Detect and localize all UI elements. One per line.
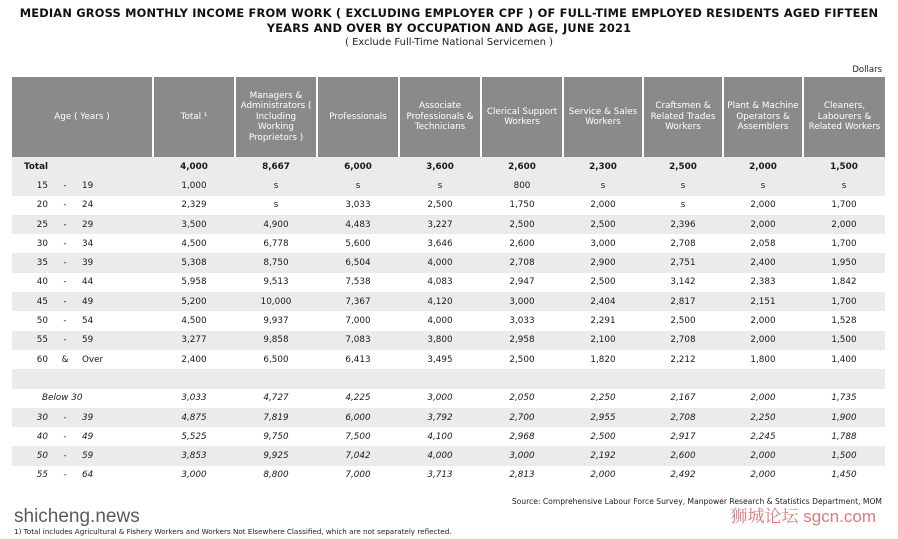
age-part: - bbox=[63, 180, 67, 191]
table-cell: 4,500 bbox=[153, 311, 235, 330]
table-cell: 2,000 bbox=[723, 389, 803, 408]
age-part: 49 bbox=[82, 296, 94, 307]
table-cell: 2,968 bbox=[481, 427, 563, 446]
table-cell: 4,225 bbox=[317, 389, 399, 408]
age-part: 34 bbox=[82, 238, 94, 249]
age-cell bbox=[12, 215, 153, 234]
age-part: - bbox=[63, 335, 67, 346]
table-cell: 3,033 bbox=[481, 311, 563, 330]
table-cell: 2,000 bbox=[723, 311, 803, 330]
table-cell: 1,700 bbox=[803, 234, 885, 253]
table-cell: 3,792 bbox=[399, 408, 481, 427]
table-row-total bbox=[12, 157, 885, 176]
table-cell: 2,100 bbox=[563, 331, 643, 350]
table-cell: 2,817 bbox=[643, 292, 723, 311]
table-cell: 1,700 bbox=[803, 292, 885, 311]
age-part: - bbox=[63, 238, 67, 249]
age-cell bbox=[12, 292, 153, 311]
age-cell bbox=[12, 466, 153, 485]
table-row bbox=[12, 331, 885, 350]
table-cell: 3,000 bbox=[153, 466, 235, 485]
table-subtitle: ( Exclude Full-Time National Servicemen ) bbox=[345, 37, 553, 48]
table-cell: 9,925 bbox=[235, 446, 317, 465]
table-row bbox=[12, 196, 885, 215]
table-cell: 4,100 bbox=[399, 427, 481, 446]
table-cell: 1,735 bbox=[803, 389, 885, 408]
age-part: - bbox=[63, 451, 67, 462]
table-cell: 2,000 bbox=[803, 215, 885, 234]
table-cell: 7,042 bbox=[317, 446, 399, 465]
table-cell: 6,000 bbox=[317, 408, 399, 427]
age-part: 24 bbox=[82, 200, 94, 211]
table-row bbox=[12, 292, 885, 311]
age-cell bbox=[12, 273, 153, 292]
table-cell: 3,000 bbox=[399, 389, 481, 408]
age-part: 19 bbox=[82, 180, 94, 191]
table-cell: 2,917 bbox=[643, 427, 723, 446]
age-part: 50 bbox=[36, 451, 48, 462]
table-cell: 3,277 bbox=[153, 331, 235, 350]
column-header: Plant & Machine Operators & Assemblers bbox=[723, 77, 803, 157]
table-cell: 4,000 bbox=[399, 446, 481, 465]
table-cell: 2,000 bbox=[723, 331, 803, 350]
column-header: Clerical Support Workers bbox=[481, 77, 563, 157]
table-cell: 4,500 bbox=[153, 234, 235, 253]
table-row bbox=[12, 311, 885, 330]
age-part: 55 bbox=[36, 470, 48, 481]
table-cell: 6,778 bbox=[235, 234, 317, 253]
watermark-right: 狮城论坛 sgcn.com bbox=[730, 507, 876, 526]
table-cell: s bbox=[643, 196, 723, 215]
table-cell: 800 bbox=[481, 176, 563, 195]
table-cell: 3,500 bbox=[153, 215, 235, 234]
table-cell: 2,500 bbox=[563, 215, 643, 234]
table-row-grouped bbox=[12, 466, 885, 485]
table-cell: 2,900 bbox=[563, 253, 643, 272]
table-cell: 2,492 bbox=[643, 466, 723, 485]
age-cell bbox=[12, 350, 153, 369]
table-title-line-1: MEDIAN GROSS MONTHLY INCOME FROM WORK ( EXCLUDING EMPLOYER CPF ) OF FULL-TIME EMPLOYED RESIDENTS AGED FIFTEEN bbox=[19, 6, 879, 20]
table-cell: 2,500 bbox=[643, 157, 723, 176]
table-cell: 4,000 bbox=[399, 253, 481, 272]
table-cell: 1,750 bbox=[481, 196, 563, 215]
spacer-cell bbox=[399, 369, 481, 388]
table-cell: 7,500 bbox=[317, 427, 399, 446]
table-row bbox=[12, 215, 885, 234]
age-part: 25 bbox=[36, 219, 48, 230]
table-cell: 2,708 bbox=[481, 253, 563, 272]
table-cell: s bbox=[399, 176, 481, 195]
table-cell: 1,842 bbox=[803, 273, 885, 292]
column-header: Managers & Administrators ( Including Working Proprietors ) bbox=[235, 77, 317, 157]
age-part: 30 bbox=[36, 238, 48, 249]
title-block bbox=[0, 6, 898, 49]
unit-label: Dollars bbox=[852, 65, 882, 75]
table-cell: 2,708 bbox=[643, 331, 723, 350]
spacer-cell bbox=[153, 369, 235, 388]
table-cell: 7,819 bbox=[235, 408, 317, 427]
column-header: Service & Sales Workers bbox=[563, 77, 643, 157]
table-cell: 2,192 bbox=[563, 446, 643, 465]
age-part: - bbox=[63, 200, 67, 211]
column-header: Cleaners, Labourers & Related Workers bbox=[803, 77, 885, 157]
table-cell: 1,400 bbox=[803, 350, 885, 369]
table-cell: 2,212 bbox=[643, 350, 723, 369]
table-cell: 2,245 bbox=[723, 427, 803, 446]
age-cell bbox=[12, 311, 153, 330]
table-cell: 3,646 bbox=[399, 234, 481, 253]
table-row bbox=[12, 350, 885, 369]
table-cell: 4,727 bbox=[235, 389, 317, 408]
table-cell: 2,500 bbox=[643, 311, 723, 330]
table-cell: 1,820 bbox=[563, 350, 643, 369]
age-part: 39 bbox=[82, 258, 94, 269]
age-part: - bbox=[63, 258, 67, 269]
table-cell: 2,383 bbox=[723, 273, 803, 292]
table-cell: 3,800 bbox=[399, 331, 481, 350]
table-cell: 2,000 bbox=[723, 466, 803, 485]
table-cell: s bbox=[803, 176, 885, 195]
table-cell: 2,000 bbox=[723, 215, 803, 234]
age-part: 44 bbox=[82, 277, 94, 288]
age-part: - bbox=[63, 412, 67, 423]
table-cell: 4,900 bbox=[235, 215, 317, 234]
table-cell: 1,500 bbox=[803, 157, 885, 176]
table-cell: 5,200 bbox=[153, 292, 235, 311]
table-cell: 3,853 bbox=[153, 446, 235, 465]
age-part: Over bbox=[82, 354, 104, 365]
table-cell: 2,000 bbox=[563, 466, 643, 485]
table-cell: 2,000 bbox=[723, 157, 803, 176]
table-cell: 2,500 bbox=[481, 350, 563, 369]
table-cell: 2,291 bbox=[563, 311, 643, 330]
table-cell: 2,400 bbox=[153, 350, 235, 369]
age-part: 30 bbox=[36, 412, 48, 423]
table-cell: 6,413 bbox=[317, 350, 399, 369]
table-row-grouped bbox=[12, 446, 885, 465]
table-cell: 2,813 bbox=[481, 466, 563, 485]
table-cell: 3,495 bbox=[399, 350, 481, 369]
table-cell: 3,142 bbox=[643, 273, 723, 292]
table-cell: 6,500 bbox=[235, 350, 317, 369]
table-cell: 1,500 bbox=[803, 446, 885, 465]
table-cell: 3,000 bbox=[481, 446, 563, 465]
table-cell: 1,800 bbox=[723, 350, 803, 369]
column-header: Total ¹ bbox=[153, 77, 235, 157]
table-row-grouped bbox=[12, 408, 885, 427]
footnote: 1) Total includes Agricultural & Fishery Workers and Workers Not Elsewhere Classified, which are not separately reflected. bbox=[14, 527, 452, 536]
age-part: & bbox=[61, 354, 69, 365]
table-cell: 9,858 bbox=[235, 331, 317, 350]
table-cell: 2,958 bbox=[481, 331, 563, 350]
table-cell: 6,000 bbox=[317, 157, 399, 176]
table-cell: 3,227 bbox=[399, 215, 481, 234]
table-cell: 1,000 bbox=[153, 176, 235, 195]
age-cell bbox=[12, 196, 153, 215]
table-cell: 5,958 bbox=[153, 273, 235, 292]
age-part: - bbox=[63, 470, 67, 481]
table-cell: 2,250 bbox=[563, 389, 643, 408]
age-part: 64 bbox=[82, 470, 94, 481]
spacer-cell bbox=[481, 369, 563, 388]
age-part: 29 bbox=[82, 219, 94, 230]
table-cell: 2,600 bbox=[643, 446, 723, 465]
age-part: 59 bbox=[82, 451, 94, 462]
table-cell: 2,500 bbox=[563, 427, 643, 446]
table-cell: 2,404 bbox=[563, 292, 643, 311]
spacer-cell bbox=[563, 369, 643, 388]
table-cell: 2,050 bbox=[481, 389, 563, 408]
table-cell: 2,000 bbox=[723, 446, 803, 465]
table-cell: s bbox=[643, 176, 723, 195]
age-part: 35 bbox=[36, 258, 48, 269]
table-cell: 3,000 bbox=[563, 234, 643, 253]
age-part: 39 bbox=[82, 412, 94, 423]
table-cell: 3,713 bbox=[399, 466, 481, 485]
age-cell bbox=[12, 331, 153, 350]
age-part: - bbox=[63, 277, 67, 288]
table-cell: 2,329 bbox=[153, 196, 235, 215]
table-row bbox=[12, 176, 885, 195]
age-part: 55 bbox=[36, 335, 48, 346]
table-row-grouped bbox=[12, 389, 885, 408]
table-row bbox=[12, 273, 885, 292]
table-title-line-2: YEARS AND OVER BY OCCUPATION AND AGE, JUNE 2021 bbox=[266, 21, 632, 35]
table-cell: 7,083 bbox=[317, 331, 399, 350]
age-part: - bbox=[63, 219, 67, 230]
age-part: 40 bbox=[36, 431, 48, 442]
age-cell bbox=[12, 446, 153, 465]
age-cell bbox=[12, 427, 153, 446]
table-cell: 1,950 bbox=[803, 253, 885, 272]
age-part: 60 bbox=[36, 354, 48, 365]
spacer-cell bbox=[643, 369, 723, 388]
age-part: 20 bbox=[36, 200, 48, 211]
table-cell: 1,528 bbox=[803, 311, 885, 330]
table-cell: 2,751 bbox=[643, 253, 723, 272]
table-cell: 7,000 bbox=[317, 311, 399, 330]
table-cell: 9,937 bbox=[235, 311, 317, 330]
table-cell: 4,120 bbox=[399, 292, 481, 311]
table-cell: 2,708 bbox=[643, 234, 723, 253]
table-cell: 3,000 bbox=[481, 292, 563, 311]
table-cell: 2,700 bbox=[481, 408, 563, 427]
table-cell: 2,300 bbox=[563, 157, 643, 176]
column-header: Age ( Years ) bbox=[12, 77, 153, 157]
age-part: 50 bbox=[36, 316, 48, 327]
table-cell: 5,525 bbox=[153, 427, 235, 446]
age-cell: Below 30 bbox=[12, 389, 153, 408]
table-cell: 2,151 bbox=[723, 292, 803, 311]
table-cell: 2,955 bbox=[563, 408, 643, 427]
table-row-grouped bbox=[12, 427, 885, 446]
column-header: Associate Professionals & Technicians bbox=[399, 77, 481, 157]
age-part: - bbox=[63, 296, 67, 307]
table-cell: 9,513 bbox=[235, 273, 317, 292]
table-cell: 8,800 bbox=[235, 466, 317, 485]
table-cell: 7,538 bbox=[317, 273, 399, 292]
table-cell: 6,504 bbox=[317, 253, 399, 272]
income-table bbox=[12, 77, 885, 485]
spacer-cell bbox=[317, 369, 399, 388]
spacer-row bbox=[12, 369, 885, 388]
spacer-cell bbox=[803, 369, 885, 388]
source-note: Source: Comprehensive Labour Force Survey, Manpower Research & Statistics Department, MOM bbox=[511, 497, 882, 506]
age-part: - bbox=[63, 316, 67, 327]
age-part: 59 bbox=[82, 335, 94, 346]
table-cell: 1,900 bbox=[803, 408, 885, 427]
table-cell: 1,450 bbox=[803, 466, 885, 485]
age-part: 54 bbox=[82, 316, 94, 327]
spacer-cell bbox=[723, 369, 803, 388]
table-cell: 4,483 bbox=[317, 215, 399, 234]
table-cell: 2,600 bbox=[481, 234, 563, 253]
table-cell: 2,000 bbox=[723, 196, 803, 215]
table-cell: 5,308 bbox=[153, 253, 235, 272]
table-cell: 4,875 bbox=[153, 408, 235, 427]
age-part: - bbox=[63, 431, 67, 442]
age-part: 49 bbox=[82, 431, 94, 442]
table-body bbox=[12, 157, 885, 485]
table-cell: s bbox=[317, 176, 399, 195]
table-cell: s bbox=[235, 176, 317, 195]
watermark-left: shicheng.news bbox=[14, 506, 140, 527]
table-cell: 1,500 bbox=[803, 331, 885, 350]
table-cell: 1,788 bbox=[803, 427, 885, 446]
table-row bbox=[12, 234, 885, 253]
table-cell: 3,033 bbox=[153, 389, 235, 408]
table-cell: 2,708 bbox=[643, 408, 723, 427]
table-cell: 2,600 bbox=[481, 157, 563, 176]
table-cell: 2,500 bbox=[399, 196, 481, 215]
table-cell: 8,667 bbox=[235, 157, 317, 176]
age-part: 40 bbox=[36, 277, 48, 288]
table-cell: 2,000 bbox=[563, 196, 643, 215]
age-part: 45 bbox=[36, 296, 48, 307]
table-cell: 2,947 bbox=[481, 273, 563, 292]
spacer-cell bbox=[235, 369, 317, 388]
table-cell: 2,396 bbox=[643, 215, 723, 234]
age-cell bbox=[12, 176, 153, 195]
table-cell: 7,000 bbox=[317, 466, 399, 485]
table-cell: s bbox=[563, 176, 643, 195]
table-cell: 3,600 bbox=[399, 157, 481, 176]
table-cell: s bbox=[235, 196, 317, 215]
age-cell bbox=[12, 253, 153, 272]
table-cell: 2,400 bbox=[723, 253, 803, 272]
table-cell: s bbox=[723, 176, 803, 195]
table-cell: 7,367 bbox=[317, 292, 399, 311]
table-cell: 10,000 bbox=[235, 292, 317, 311]
spacer-cell bbox=[12, 369, 153, 388]
table-cell: 2,500 bbox=[563, 273, 643, 292]
table-cell: 3,033 bbox=[317, 196, 399, 215]
table-cell: 2,058 bbox=[723, 234, 803, 253]
column-header: Professionals bbox=[317, 77, 399, 157]
age-cell bbox=[12, 234, 153, 253]
table-cell: 4,083 bbox=[399, 273, 481, 292]
header-row bbox=[12, 77, 885, 157]
table-cell: 1,700 bbox=[803, 196, 885, 215]
table-cell: 8,750 bbox=[235, 253, 317, 272]
table-cell: 5,600 bbox=[317, 234, 399, 253]
table-cell: 9,750 bbox=[235, 427, 317, 446]
table-cell: 2,167 bbox=[643, 389, 723, 408]
table-cell: 4,000 bbox=[399, 311, 481, 330]
table-cell: 4,000 bbox=[153, 157, 235, 176]
age-part: 15 bbox=[36, 180, 48, 191]
age-cell bbox=[12, 408, 153, 427]
column-header: Craftsmen & Related Trades Workers bbox=[643, 77, 723, 157]
table-cell: 2,250 bbox=[723, 408, 803, 427]
table-row bbox=[12, 253, 885, 272]
age-cell: Total bbox=[12, 157, 153, 176]
table-cell: 2,500 bbox=[481, 215, 563, 234]
